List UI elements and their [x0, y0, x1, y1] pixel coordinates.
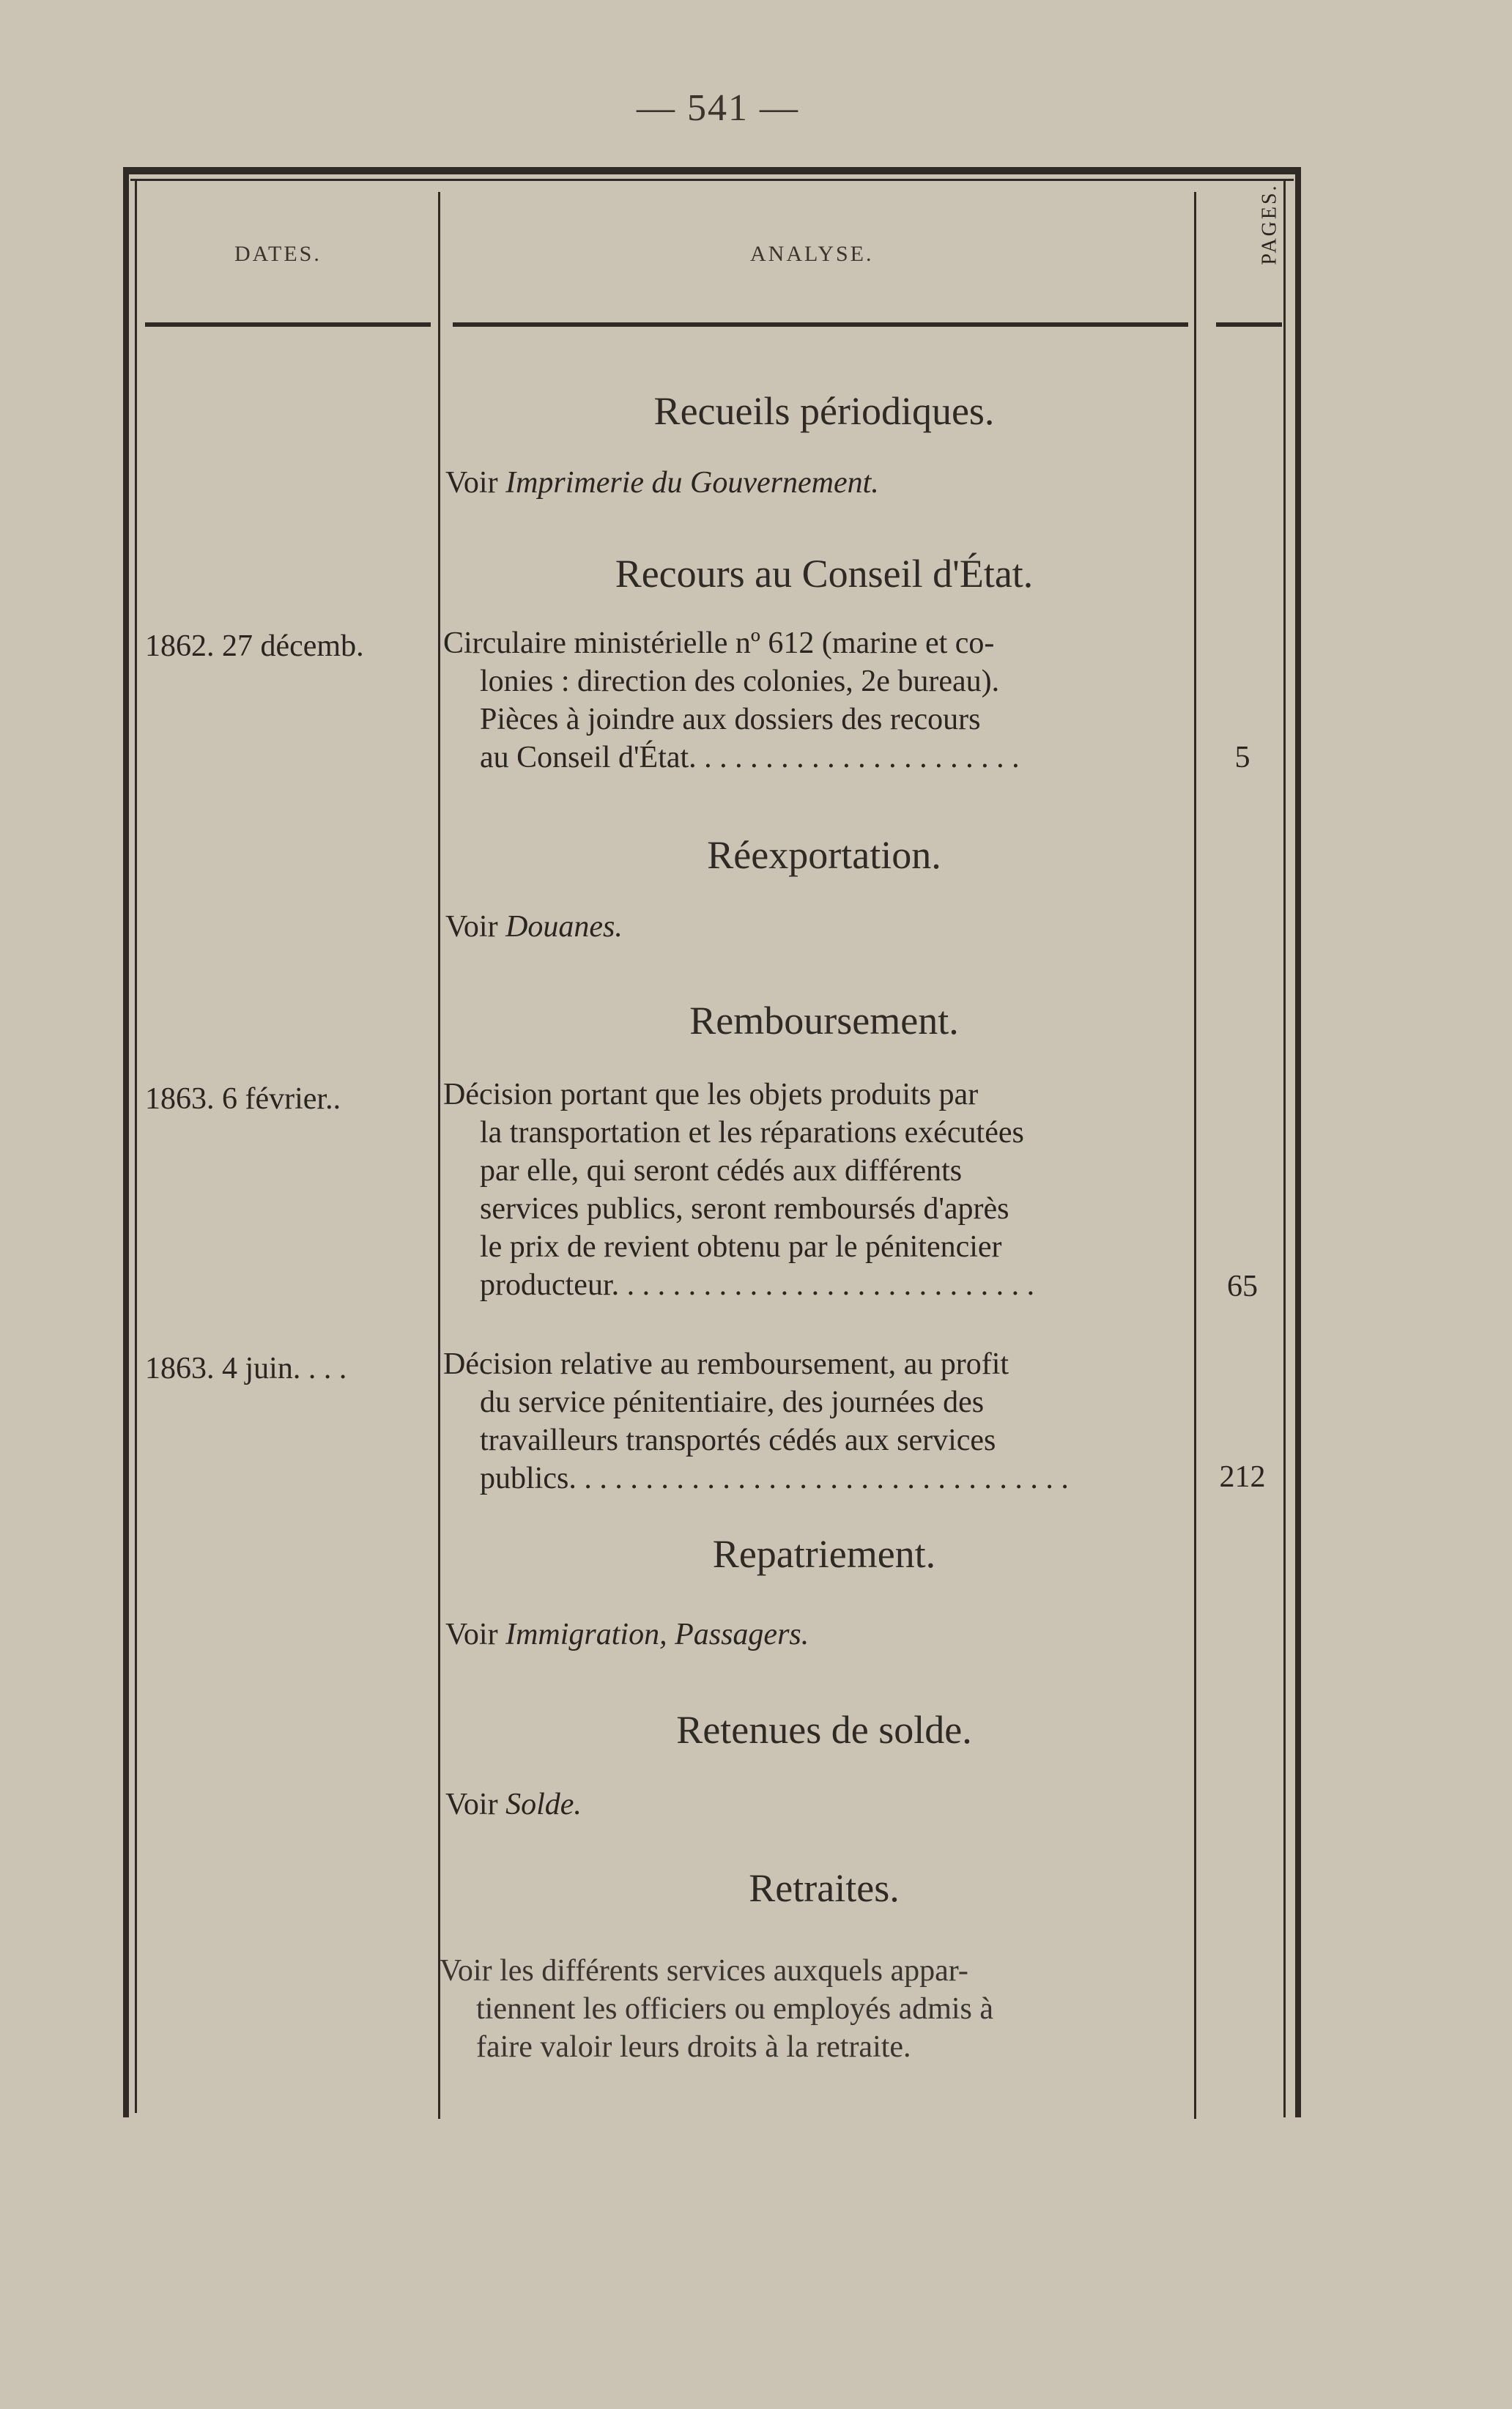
entry-line: Circulaire ministérielle nº 612 (marine et co- [443, 626, 995, 660]
section-title-recours: Recours au Conseil d'État. [615, 552, 1034, 596]
frame-right-rule [1295, 174, 1301, 2117]
voir-label: Voir [445, 466, 498, 500]
voir-label: Voir [445, 1618, 498, 1651]
header-rule-pages [1216, 322, 1282, 327]
entry-date: 1863. 4 juin. . . . [145, 1352, 347, 1385]
voir-repatriement [445, 1615, 1185, 1654]
header-pages: PAGES. [1258, 183, 1281, 265]
entry-line: par elle, qui seront cédés aux différents [480, 1154, 963, 1188]
voir-recueils [445, 463, 1185, 503]
column-divider-pages [1194, 192, 1196, 2119]
entry-page: 65 [1227, 1270, 1258, 1303]
header-rule-analyse [453, 322, 1188, 327]
entry-date: 1863. 6 février.. [145, 1082, 341, 1116]
entry-date: 1862. 27 décemb. [145, 629, 364, 663]
entry-line: publics. . . . . . . . . . . . . . . . . . . . . . . . . . . . . . . . . [480, 1462, 1069, 1495]
frame-left-rule-inner [135, 179, 137, 2113]
entry-page: 212 [1219, 1460, 1266, 1494]
entry-text [443, 1076, 1189, 1304]
entry-line: services publics, seront remboursés d'après [480, 1192, 1009, 1226]
section-title-recueils: Recueils périodiques. [653, 389, 995, 433]
entry-line: Voir les différents services auxquels appar- [440, 1954, 968, 1988]
entry-text [443, 1345, 1189, 1498]
column-divider-dates [438, 192, 440, 2119]
voir-reference: Solde. [505, 1788, 582, 1821]
voir-reference: Immigration, Passagers. [505, 1618, 809, 1651]
section-title-retraites: Retraites. [749, 1866, 900, 1910]
entry-line: le prix de revient obtenu par le pénitencier [480, 1230, 1002, 1264]
section-title-repatriement: Repatriement. [712, 1532, 936, 1576]
section-title-remboursement: Remboursement. [689, 999, 959, 1043]
entry-line: la transportation et les réparations exécutées [480, 1116, 1024, 1150]
voir-reference: Douanes. [505, 910, 623, 944]
header-dates: DATES. [234, 242, 322, 266]
entry-line: au Conseil d'État. . . . . . . . . . . . . . . . . . . . . . [480, 741, 1020, 774]
frame-top-rule-inner [130, 179, 1294, 181]
retraites-text [440, 1952, 1187, 2066]
section-title-reexportation: Réexportation. [707, 833, 941, 877]
entry-line: Pièces à joindre aux dossiers des recours [480, 703, 981, 736]
page-number: — 541 — [637, 87, 799, 129]
entry-text [443, 624, 1189, 777]
voir-retenues [445, 1785, 1185, 1824]
entry-line: Décision portant que les objets produits par [443, 1078, 979, 1111]
entry-line: tiennent les officiers ou employés admis à [476, 1992, 994, 2026]
frame-left-rule [123, 167, 129, 2117]
header-rule-dates [145, 322, 431, 327]
entry-line: travailleurs transportés cédés aux services [480, 1424, 996, 1457]
voir-label: Voir [445, 1788, 498, 1821]
entry-line: lonies : direction des colonies, 2e bureau). [480, 665, 1000, 698]
section-title-retenues: Retenues de solde. [676, 1708, 972, 1752]
entry-line: producteur. . . . . . . . . . . . . . . . . . . . . . . . . . . . [480, 1268, 1035, 1302]
header-analyse: ANALYSE. [750, 242, 874, 266]
voir-label: Voir [445, 910, 498, 944]
frame-top-rule [123, 167, 1301, 174]
entry-page: 5 [1234, 741, 1250, 774]
frame-right-rule-inner [1283, 179, 1286, 2117]
entry-line: Décision relative au remboursement, au profit [443, 1347, 1009, 1381]
voir-reexportation [445, 907, 1185, 947]
entry-line: faire valoir leurs droits à la retraite. [476, 2030, 911, 2064]
entry-line: du service pénitentiaire, des journées des [480, 1385, 985, 1419]
voir-reference: Imprimerie du Gouvernement. [505, 466, 879, 500]
